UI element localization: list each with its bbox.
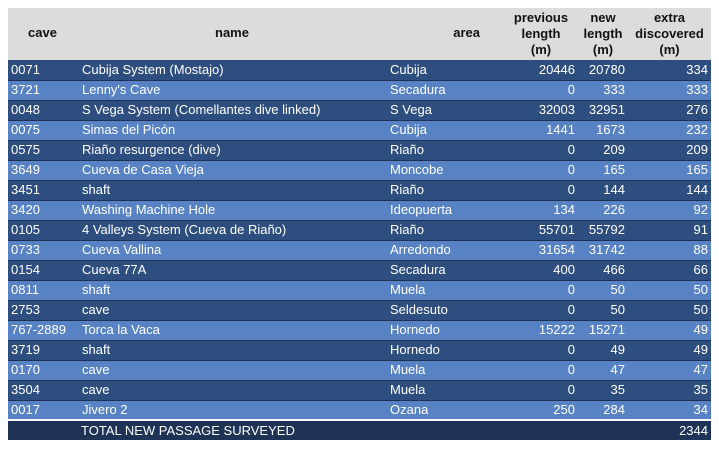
cave-extensions-table [8, 8, 711, 440]
cell-area[interactable]: Riaño [386, 140, 504, 160]
header-new-line-1: new [590, 10, 616, 25]
cell-area[interactable]: Secadura [386, 80, 504, 100]
cell-previous-length[interactable]: 15222 [504, 320, 578, 340]
cell-area[interactable]: S Vega [386, 100, 504, 120]
cell-cave-name[interactable]: shaft [78, 180, 386, 200]
cell-cave-number[interactable]: 0575 [8, 140, 78, 160]
table-row [8, 100, 711, 120]
header-extra-line-2: discovered [635, 26, 704, 41]
cell-new-length[interactable]: 31742 [578, 240, 628, 260]
cell-previous-length[interactable]: 400 [504, 260, 578, 280]
cell-previous-length[interactable]: 0 [504, 180, 578, 200]
cell-cave-name[interactable]: Lenny's Cave [78, 80, 386, 100]
header-name[interactable]: name [215, 25, 249, 40]
spreadsheet [8, 8, 711, 440]
total-label[interactable]: TOTAL NEW PASSAGE SURVEYED [78, 420, 628, 440]
cell-extra-discovered[interactable]: 144 [628, 180, 711, 200]
total-row [8, 420, 711, 440]
cell-new-length[interactable]: 50 [578, 300, 628, 320]
cell-area[interactable]: Hornedo [386, 340, 504, 360]
cell-cave-number[interactable]: 0105 [8, 220, 78, 240]
cell-extra-discovered[interactable]: 49 [628, 320, 711, 340]
cell-new-length[interactable]: 226 [578, 200, 628, 220]
total-blank-cell[interactable] [8, 420, 78, 440]
cell-new-length[interactable]: 49 [578, 340, 628, 360]
header-extra-discovered[interactable] [628, 8, 711, 60]
cell-cave-number[interactable]: 0017 [8, 400, 78, 420]
table-row [8, 400, 711, 420]
table-row [8, 160, 711, 180]
table-footer [8, 420, 711, 440]
cell-previous-length[interactable]: 0 [504, 360, 578, 380]
cell-previous-length[interactable]: 0 [504, 340, 578, 360]
header-row [8, 8, 711, 60]
table-row [8, 340, 711, 360]
header-area[interactable]: area [453, 25, 480, 40]
cell-cave-number[interactable]: 0733 [8, 240, 78, 260]
cell-extra-discovered[interactable]: 91 [628, 220, 711, 240]
cell-cave-number[interactable]: 3721 [8, 80, 78, 100]
cell-cave-number[interactable]: 3504 [8, 380, 78, 400]
cell-cave-name[interactable]: 4 Valleys System (Cueva de Riaño) [78, 220, 386, 240]
cell-new-length[interactable]: 35 [578, 380, 628, 400]
cell-extra-discovered[interactable]: 50 [628, 300, 711, 320]
cell-cave-name[interactable]: Torca la Vaca [78, 320, 386, 340]
cell-cave-name[interactable]: Cueva de Casa Vieja [78, 160, 386, 180]
table-row [8, 260, 711, 280]
cell-new-length[interactable]: 20780 [578, 60, 628, 80]
cell-extra-discovered[interactable]: 35 [628, 380, 711, 400]
cell-previous-length[interactable]: 250 [504, 400, 578, 420]
cell-area[interactable]: Muela [386, 280, 504, 300]
cell-cave-number[interactable]: 0170 [8, 360, 78, 380]
cell-cave-name[interactable]: cave [78, 300, 386, 320]
cell-new-length[interactable]: 144 [578, 180, 628, 200]
cell-extra-discovered[interactable]: 209 [628, 140, 711, 160]
cell-extra-discovered[interactable]: 165 [628, 160, 711, 180]
cell-cave-name[interactable]: Washing Machine Hole [78, 200, 386, 220]
cell-extra-discovered[interactable]: 88 [628, 240, 711, 260]
cell-new-length[interactable]: 165 [578, 160, 628, 180]
cell-new-length[interactable]: 333 [578, 80, 628, 100]
cell-area[interactable]: Ozana [386, 400, 504, 420]
cell-new-length[interactable]: 47 [578, 360, 628, 380]
cell-extra-discovered[interactable]: 334 [628, 60, 711, 80]
table-row [8, 320, 711, 340]
cell-area[interactable]: Ideopuerta [386, 200, 504, 220]
cell-cave-number[interactable]: 2753 [8, 300, 78, 320]
cell-cave-name[interactable]: Simas del Picón [78, 120, 386, 140]
cell-cave-name[interactable]: cave [78, 380, 386, 400]
cell-extra-discovered[interactable]: 47 [628, 360, 711, 380]
header-previous-line-3: (m) [530, 42, 552, 57]
header-new-line-3: (m) [592, 42, 614, 57]
cell-extra-discovered[interactable]: 333 [628, 80, 711, 100]
header-extra-line-1: extra [653, 10, 686, 25]
cell-previous-length[interactable]: 20446 [504, 60, 578, 80]
cell-cave-name[interactable]: Cueva 77A [78, 260, 386, 280]
cell-new-length[interactable]: 466 [578, 260, 628, 280]
table-row [8, 300, 711, 320]
cell-cave-number[interactable]: 0154 [8, 260, 78, 280]
table-row [8, 120, 711, 140]
cell-cave-number[interactable]: 3420 [8, 200, 78, 220]
cell-extra-discovered[interactable]: 50 [628, 280, 711, 300]
cell-previous-length[interactable]: 0 [504, 380, 578, 400]
header-previous-line-1: previous [513, 10, 569, 25]
cell-cave-name[interactable]: S Vega System (Comellantes dive linked) [78, 100, 386, 120]
cell-new-length[interactable]: 32951 [578, 100, 628, 120]
cell-previous-length[interactable]: 0 [504, 280, 578, 300]
header-new-line-2: length [583, 26, 623, 41]
cell-extra-discovered[interactable]: 232 [628, 120, 711, 140]
total-value[interactable]: 2344 [628, 420, 711, 440]
header-previous-length[interactable] [504, 8, 578, 60]
cell-area[interactable]: Riaño [386, 220, 504, 240]
cell-cave-number[interactable]: 767-2889 [8, 320, 78, 340]
cell-previous-length[interactable]: 55701 [504, 220, 578, 240]
cell-cave-name[interactable]: Jivero 2 [78, 400, 386, 420]
cell-extra-discovered[interactable]: 49 [628, 340, 711, 360]
cell-extra-discovered[interactable]: 34 [628, 400, 711, 420]
cell-area[interactable]: Cubija [386, 60, 504, 80]
cell-area[interactable]: Riaño [386, 180, 504, 200]
table-row [8, 180, 711, 200]
table-row [8, 60, 711, 80]
cell-new-length[interactable]: 15271 [578, 320, 628, 340]
cell-extra-discovered[interactable]: 92 [628, 200, 711, 220]
cell-cave-name[interactable]: cave [78, 360, 386, 380]
cell-area[interactable]: Cubija [386, 120, 504, 140]
cell-area[interactable]: Secadura [386, 260, 504, 280]
header-cave[interactable]: cave [28, 25, 57, 40]
table-body [8, 60, 711, 420]
cell-previous-length[interactable]: 0 [504, 80, 578, 100]
cell-previous-length[interactable]: 0 [504, 300, 578, 320]
cell-area[interactable]: Arredondo [386, 240, 504, 260]
cell-new-length[interactable]: 50 [578, 280, 628, 300]
cell-cave-number[interactable]: 0075 [8, 120, 78, 140]
table-row [8, 200, 711, 220]
cell-previous-length[interactable]: 31654 [504, 240, 578, 260]
cell-new-length[interactable]: 55792 [578, 220, 628, 240]
table-row [8, 240, 711, 260]
cell-previous-length[interactable]: 32003 [504, 100, 578, 120]
cell-new-length[interactable]: 284 [578, 400, 628, 420]
cell-area[interactable]: Muela [386, 360, 504, 380]
cell-area[interactable]: Hornedo [386, 320, 504, 340]
cell-cave-number[interactable]: 0071 [8, 60, 78, 80]
cell-new-length[interactable]: 209 [578, 140, 628, 160]
header-previous-line-2: length [521, 26, 561, 41]
cell-area[interactable]: Muela [386, 380, 504, 400]
cell-extra-discovered[interactable]: 66 [628, 260, 711, 280]
cell-previous-length[interactable]: 1441 [504, 120, 578, 140]
cell-extra-discovered[interactable]: 276 [628, 100, 711, 120]
cell-cave-number[interactable]: 0048 [8, 100, 78, 120]
table-row [8, 360, 711, 380]
cell-cave-name[interactable]: Riaño resurgence (dive) [78, 140, 386, 160]
cell-cave-number[interactable]: 3649 [8, 160, 78, 180]
table-row [8, 80, 711, 100]
table-row [8, 140, 711, 160]
cell-cave-name[interactable]: shaft [78, 340, 386, 360]
cell-previous-length[interactable]: 0 [504, 160, 578, 180]
cell-cave-number[interactable]: 3451 [8, 180, 78, 200]
cell-previous-length[interactable]: 0 [504, 140, 578, 160]
cell-new-length[interactable]: 1673 [578, 120, 628, 140]
header-extra-line-3: (m) [659, 42, 680, 57]
table-header [8, 8, 711, 60]
cell-cave-number[interactable]: 3719 [8, 340, 78, 360]
table-row [8, 220, 711, 240]
cell-cave-name[interactable]: Cubija System (Mostajo) [78, 60, 386, 80]
cell-cave-name[interactable]: Cueva Vallina [78, 240, 386, 260]
cell-cave-name[interactable]: shaft [78, 280, 386, 300]
table-row [8, 380, 711, 400]
table-row [8, 280, 711, 300]
header-new-length[interactable] [578, 8, 628, 60]
cell-cave-number[interactable]: 0811 [8, 280, 78, 300]
cell-area[interactable]: Moncobe [386, 160, 504, 180]
cell-previous-length[interactable]: 134 [504, 200, 578, 220]
cell-area[interactable]: Seldesuto [386, 300, 504, 320]
